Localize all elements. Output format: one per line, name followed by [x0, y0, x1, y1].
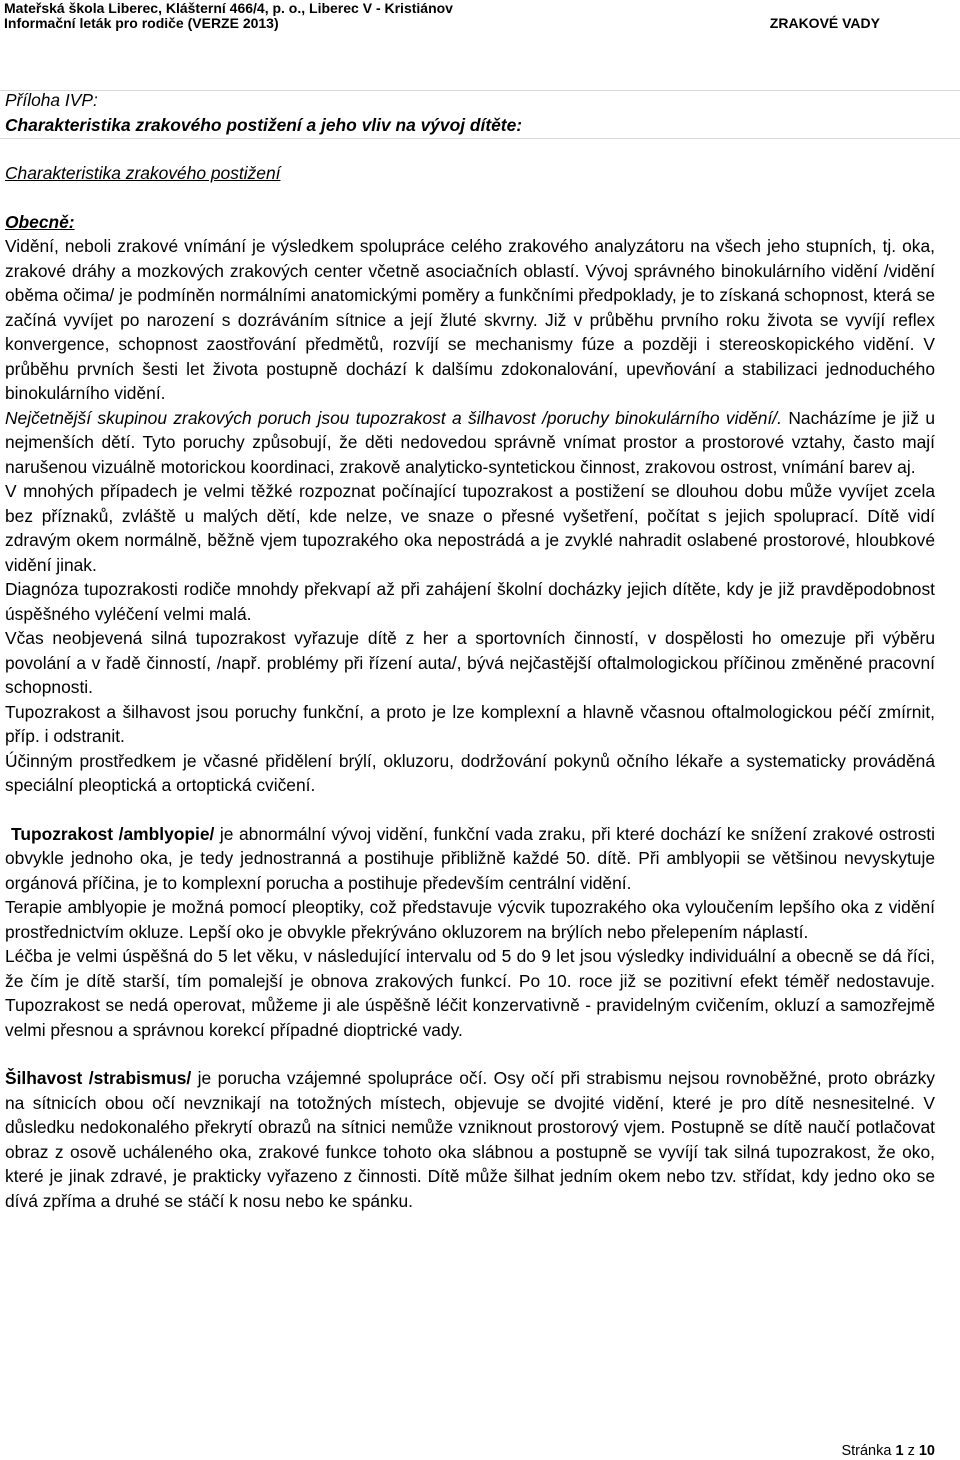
term-amblyopia: Tupozrakost /amblyopie/	[11, 823, 215, 844]
emphasis-text: Nejčetnější skupinou zrakových poruch jsou tupozrakost a šilhavost /poruchy binokulárního vidění/.	[5, 407, 782, 428]
appendix-label: Příloha IVP:	[5, 90, 98, 110]
page-prefix: Stránka	[841, 1443, 896, 1459]
paragraph-amblyopia	[5, 822, 935, 896]
paragraph-amblyopia-therapy: Terapie amblyopie je možná pomocí pleoptiky, což představuje výcvik tupozrakého oka vyloučením lepšího oka z vidění prostřednictvím okluze. Lepší oko je obvykle překrýváno okluzorem na brýlích nebo přelepením náplastí.	[5, 897, 935, 942]
school-name: Mateřská škola Liberec, Klášterní 466/4, p. o., Liberec V - Kristiánov	[4, 0, 453, 16]
paragraph-functional: Tupozrakost a šilhavost jsou poruchy funkční, a proto je lze komplexní a hlavně včasnou oftalmologickou péčí zmírnit, příp. i odstranit.	[5, 701, 935, 746]
paragraph-treatment: Účinným prostředkem je včasné přidělení brýlí, okluzoru, dodržování pokynů očního lékaře a systematicky prováděná speciální pleoptická a ortoptická cvičení.	[5, 750, 935, 795]
main-heading: Charakteristika zrakového postižení a jeho vliv na vývoj dítěte:	[5, 114, 523, 135]
total-pages: 10	[918, 1443, 935, 1459]
page-header	[4, 0, 956, 44]
document-body	[5, 88, 935, 1213]
paragraph-strabismus	[5, 1066, 935, 1213]
term-strabismus: Šilhavost /strabismus/	[5, 1068, 192, 1088]
header-topic: ZRAKOVÉ VADY	[769, 15, 880, 31]
paragraph-text: je porucha vzájemné spolupráce očí. Osy očí při strabismu nejsou rovnoběžné, proto obrázky na sítnicích obou očí nevznikají na totožných místech, objevuje se dvojité vidění, které je pro dítě nesnesitelné. V důsledku nedokonalého překrytí obrazů na sítnici nemůže vzniknout prostorový vjem. Postupně se dítě naučí potlačovat obraz z osově ucháleného oka, zrakové funkce tohoto oka slábnou a postupně se vyvíjí tak silná tupozrakost, že oko, které je jinak zdravé, je prakticky vyřazeno z činnosti. Dítě může šilhat jedním okem nebo tzv. střídat, kdy jedno oko se dívá zpříma a druhé se stáčí k nosu nebo ke spánku.	[5, 1068, 935, 1211]
paragraph-diagnosis-difficulty: V mnohých případech je velmi těžké rozpoznat počínající tupozrakost a postižení se dlouhou dobu může vyvíjet zcela bez příznaků, zvláště u malých dětí, kde nelze, ve snaze o přesné vyšetření, počítat s jejich spoluprací. Dítě vidí zdravým okem normálně, běžně vjem tupozrakého oka nepostrádá a je zvyklé nahradit oslabené prostorové, hloubkové vidění jinak.	[5, 481, 935, 575]
paragraph-diagnosis: Diagnóza tupozrakosti rodiče mnohdy překvapí až při zahájení školní docházky jejich dítěte, kdy je již pravděpodobnost úspěšného vyléčení velmi malá.	[5, 579, 935, 624]
paragraph-amblyopia-healing: Léčba je velmi úspěšná do 5 let věku, v následující intervalu od 5 do 9 let jsou výsledky individuální a obecně se dá říci, že čím je dítě starší, tím pomalejší je obnova zrakových funkcí. Po 10. roce již se pozitivní efekt téměř nedostavuje. Tupozrakost se nedá operovat, můžeme ji ale úspěšně léčit konzervativně - pravidelným cvičením, okluzí a samozřejmě velmi přesnou a správnou korekcí případné dioptrické vady.	[5, 946, 935, 1040]
leaflet-title: Informační leták pro rodiče (VERZE 2013)	[4, 15, 279, 31]
page-separator: z	[903, 1443, 919, 1459]
current-page: 1	[895, 1443, 904, 1459]
paragraph-text: je abnormální vývoj vidění, funkční vada zraku, při které dochází ke snížení zrakové ostrosti obvykle jednoho oka, je tedy jednostranná a postihuje přibližně každé 50. dítě. Při amblyopii se většinou nevyskytuje orgánová příčina, je to komplexní porucha a postihuje především centrální vidění.	[5, 823, 935, 893]
paragraph-intro: Vidění, neboli zrakové vnímání je výsledkem spolupráce celého zrakového analyzátoru na všech jeho stupních, tj. oka, zrakové dráhy a mozkových zrakových center včetně asociačních oblastí. Vývoj správného binokulárního vidění /vidění oběma očima/ je podmíněn normálními anatomickými poměry a funkčními předpoklady, je to získaná schopnost, která se začíná vyvíjet po narození s dozráváním sítnice a její žluté skvrny. Již v průběhu prvního roku života se vyvíjí reflex konvergence, schopnost zaostřování předmětů, rozvíjí se mechanismy fúze a později i stereoskopického vidění. V průběhu prvních šesti let života postupně dochází k dalšímu zdokonalování, upevňování a stabilizaci jednoduchého binokulárního vidění.	[5, 236, 935, 403]
general-heading: Obecně:	[5, 211, 75, 232]
section-heading: Charakteristika zrakového postižení	[5, 163, 281, 183]
paragraph-text: Nacházíme je již u nejmenších dětí. Tyto poruchy způsobují, že děti nedovedou správně vnímat prostor a prostorové vztahy, často mají narušenou vizuálně motorickou koordinaci, zrakově analyticko-syntetickou činnost, zrakovou ostrost, vnímání barev aj.	[5, 407, 935, 477]
paragraph-consequences: Včas neobjevená silná tupozrakost vyřazuje dítě z her a sportovních činností, v dospělosti ho omezuje při výběru povolání a v řadě činností, /např. problémy při řízení auta/, bývá nejčastější oftalmologickou příčinou změněné pracovní schopnosti.	[5, 628, 935, 697]
page-number	[841, 1443, 935, 1460]
paragraph-frequent	[5, 406, 935, 480]
